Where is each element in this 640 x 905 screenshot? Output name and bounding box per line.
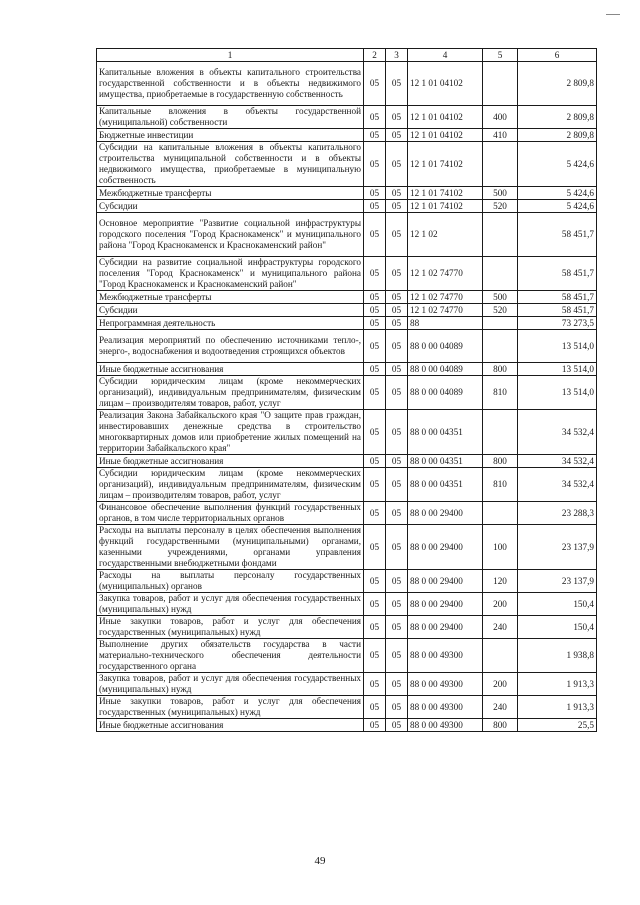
row-name: Финансовое обеспечение выполнения функций государственных органов, в том числе территориальных органов: [97, 502, 364, 525]
row-amount: 5 424,6: [518, 200, 597, 213]
row-expense-type: 200: [483, 673, 518, 696]
row-amount: 5 424,6: [518, 187, 597, 200]
row-amount: 23 137,9: [518, 525, 597, 570]
table-row: [97, 696, 597, 719]
row-name: Иные бюджетные ассигнования: [97, 363, 364, 376]
row-subsection: 05: [386, 376, 408, 410]
row-target-code: 88 0 00 29400: [408, 570, 483, 593]
table-row: [97, 719, 597, 732]
row-expense-type: 800: [483, 455, 518, 468]
row-subsection: 05: [386, 673, 408, 696]
row-section: 05: [364, 291, 386, 304]
row-subsection: 05: [386, 502, 408, 525]
table-row: [97, 525, 597, 570]
row-name: Иные закупки товаров, работ и услуг для обеспечения государственных (муниципальных) нужд: [97, 696, 364, 719]
row-section: 05: [364, 639, 386, 673]
row-section: 05: [364, 455, 386, 468]
row-amount: 25,5: [518, 719, 597, 732]
row-target-code: 88: [408, 317, 483, 330]
row-amount: 34 532,4: [518, 468, 597, 502]
row-subsection: 05: [386, 257, 408, 291]
table-row: [97, 639, 597, 673]
row-amount: 1 938,8: [518, 639, 597, 673]
row-expense-type: 400: [483, 106, 518, 129]
row-section: 05: [364, 62, 386, 106]
row-name: Субсидии: [97, 200, 364, 213]
row-name: Расходы на выплаты персоналу государственных (муниципальных) органов: [97, 570, 364, 593]
row-name: Расходы на выплаты персоналу в целях обеспечения выполнения функций государственными (муниципальными) органами, казенными учреждениями, органами управления государственными внебюджетными фондами: [97, 525, 364, 570]
row-subsection: 05: [386, 616, 408, 639]
page-number: 49: [314, 855, 326, 867]
row-expense-type: 520: [483, 304, 518, 317]
row-target-code: 88 0 00 29400: [408, 502, 483, 525]
row-target-code: 12 1 01 74102: [408, 200, 483, 213]
row-expense-type: [483, 142, 518, 187]
row-target-code: 88 0 00 04089: [408, 376, 483, 410]
row-section: 05: [364, 525, 386, 570]
header-col-expense-type: 5: [483, 49, 518, 62]
row-amount: 1 913,3: [518, 696, 597, 719]
row-expense-type: 800: [483, 719, 518, 732]
table-row: [97, 106, 597, 129]
row-subsection: 05: [386, 213, 408, 257]
row-amount: 23 288,3: [518, 502, 597, 525]
row-subsection: 05: [386, 291, 408, 304]
row-subsection: 05: [386, 696, 408, 719]
row-target-code: 88 0 00 04351: [408, 410, 483, 455]
row-amount: 58 451,7: [518, 291, 597, 304]
table-row: [97, 468, 597, 502]
row-target-code: 12 1 01 74102: [408, 142, 483, 187]
row-subsection: 05: [386, 106, 408, 129]
row-subsection: 05: [386, 142, 408, 187]
table-row: [97, 304, 597, 317]
row-section: 05: [364, 468, 386, 502]
row-name: Субсидии: [97, 304, 364, 317]
row-section: 05: [364, 410, 386, 455]
row-name: Основное мероприятие "Развитие социальной инфраструктуры городского поселения "Город Краснокаменск" и муниципального района "Город Краснокаменск и Краснокаменский район": [97, 213, 364, 257]
row-expense-type: [483, 317, 518, 330]
row-section: 05: [364, 502, 386, 525]
row-amount: 5 424,6: [518, 142, 597, 187]
header-col-subsection: 3: [386, 49, 408, 62]
table-row: [97, 616, 597, 639]
row-section: 05: [364, 673, 386, 696]
table-row: [97, 213, 597, 257]
row-amount: 13 514,0: [518, 376, 597, 410]
budget-sheet: [96, 48, 596, 732]
table-row: [97, 291, 597, 304]
header-col-name: 1: [97, 49, 364, 62]
row-section: 05: [364, 363, 386, 376]
row-amount: 73 273,5: [518, 317, 597, 330]
row-name: Закупка товаров, работ и услуг для обеспечения государственных (муниципальных) нужд: [97, 593, 364, 616]
row-target-code: 88 0 00 29400: [408, 525, 483, 570]
table-header-row: [97, 49, 597, 62]
row-amount: 34 532,4: [518, 455, 597, 468]
row-amount: 58 451,7: [518, 257, 597, 291]
row-section: 05: [364, 616, 386, 639]
row-name: Выполнение других обязательств государства в части материально-технического обеспечения деятельности государственного органа: [97, 639, 364, 673]
row-amount: 13 514,0: [518, 330, 597, 363]
table-row: [97, 257, 597, 291]
row-name: Иные бюджетные ассигнования: [97, 719, 364, 732]
row-target-code: 88 0 00 49300: [408, 673, 483, 696]
row-subsection: 05: [386, 200, 408, 213]
row-section: 05: [364, 330, 386, 363]
row-section: 05: [364, 570, 386, 593]
row-target-code: 88 0 00 29400: [408, 616, 483, 639]
row-target-code: 88 0 00 29400: [408, 593, 483, 616]
row-amount: 2 809,8: [518, 129, 597, 142]
row-expense-type: [483, 213, 518, 257]
row-section: 05: [364, 696, 386, 719]
scan-edge-mark: [606, 14, 620, 15]
row-target-code: 88 0 00 04089: [408, 363, 483, 376]
row-subsection: 05: [386, 525, 408, 570]
row-target-code: 88 0 00 49300: [408, 719, 483, 732]
row-name: Иные бюджетные ассигнования: [97, 455, 364, 468]
table-row: [97, 317, 597, 330]
row-expense-type: [483, 62, 518, 106]
row-expense-type: [483, 257, 518, 291]
row-subsection: 05: [386, 363, 408, 376]
table-row: [97, 363, 597, 376]
table-row: [97, 376, 597, 410]
table-row: [97, 673, 597, 696]
table-row: [97, 200, 597, 213]
row-subsection: 05: [386, 62, 408, 106]
row-name: Реализация мероприятий по обеспечению источниками тепло-, энерго-, водоснабжения и водоотведения строящихся объектов: [97, 330, 364, 363]
row-expense-type: 810: [483, 376, 518, 410]
row-expense-type: 500: [483, 187, 518, 200]
row-section: 05: [364, 142, 386, 187]
table-row: [97, 142, 597, 187]
table-row: [97, 455, 597, 468]
row-subsection: 05: [386, 330, 408, 363]
row-subsection: 05: [386, 129, 408, 142]
table-row: [97, 593, 597, 616]
table-row: [97, 410, 597, 455]
row-expense-type: 240: [483, 696, 518, 719]
row-name: Непрограммная деятельность: [97, 317, 364, 330]
row-subsection: 05: [386, 639, 408, 673]
row-expense-type: 500: [483, 291, 518, 304]
row-target-code: 12 1 02 74770: [408, 257, 483, 291]
row-target-code: 12 1 01 74102: [408, 187, 483, 200]
row-section: 05: [364, 200, 386, 213]
row-subsection: 05: [386, 410, 408, 455]
row-expense-type: 240: [483, 616, 518, 639]
row-target-code: 88 0 00 04351: [408, 455, 483, 468]
row-amount: 58 451,7: [518, 213, 597, 257]
row-name: Субсидии юридическим лицам (кроме некоммерческих организаций), индивидуальным предпринимателям, физическим лицам – производителям товаров, работ, услуг: [97, 468, 364, 502]
row-name: Капитальные вложения в объекты капитального строительства государственной собственности и в объекты недвижимого имущества, приобретаемые в государственную собственность: [97, 62, 364, 106]
row-name: Субсидии на капитальные вложения в объекты капитального строительства муниципальной собственности и в объекты недвижимого имущества, приобретаемые в муниципальную собственность: [97, 142, 364, 187]
row-expense-type: [483, 330, 518, 363]
header-col-section: 2: [364, 49, 386, 62]
row-name: Субсидии на развитие социальной инфраструктуры городского поселения "Город Краснокаменск" и муниципального района "Город Краснокаменск и Краснокаменский район": [97, 257, 364, 291]
row-target-code: 88 0 00 49300: [408, 696, 483, 719]
row-target-code: 12 1 01 04102: [408, 106, 483, 129]
row-subsection: 05: [386, 468, 408, 502]
table-row: [97, 62, 597, 106]
row-subsection: 05: [386, 570, 408, 593]
row-target-code: 88 0 00 04089: [408, 330, 483, 363]
header-col-amount: 6: [518, 49, 597, 62]
row-expense-type: 800: [483, 363, 518, 376]
table-row: [97, 570, 597, 593]
row-section: 05: [364, 129, 386, 142]
row-expense-type: [483, 502, 518, 525]
row-section: 05: [364, 317, 386, 330]
row-subsection: 05: [386, 455, 408, 468]
row-name: Межбюджетные трансферты: [97, 291, 364, 304]
row-name: Реализация Закона Забайкальского края "О защите прав граждан, инвестировавших денежные средства в строительство многоквартирных домов или приобретение жилых помещений на территории Забайкальского края": [97, 410, 364, 455]
row-expense-type: [483, 639, 518, 673]
row-section: 05: [364, 187, 386, 200]
row-target-code: 12 1 02: [408, 213, 483, 257]
table-row: [97, 502, 597, 525]
row-section: 05: [364, 257, 386, 291]
table-row: [97, 330, 597, 363]
row-section: 05: [364, 213, 386, 257]
row-amount: 1 913,3: [518, 673, 597, 696]
row-expense-type: 810: [483, 468, 518, 502]
row-subsection: 05: [386, 317, 408, 330]
row-expense-type: [483, 410, 518, 455]
row-expense-type: 120: [483, 570, 518, 593]
row-expense-type: 200: [483, 593, 518, 616]
row-section: 05: [364, 376, 386, 410]
row-subsection: 05: [386, 304, 408, 317]
row-amount: 2 809,8: [518, 62, 597, 106]
table-row: [97, 129, 597, 142]
row-amount: 23 137,9: [518, 570, 597, 593]
budget-table: [96, 48, 597, 732]
row-name: Иные закупки товаров, работ и услуг для обеспечения государственных (муниципальных) нужд: [97, 616, 364, 639]
table-row: [97, 187, 597, 200]
row-expense-type: 100: [483, 525, 518, 570]
row-target-code: 12 1 02 74770: [408, 304, 483, 317]
row-target-code: 12 1 01 04102: [408, 129, 483, 142]
row-target-code: 12 1 01 04102: [408, 62, 483, 106]
row-subsection: 05: [386, 593, 408, 616]
table-body: [97, 62, 597, 732]
row-expense-type: 410: [483, 129, 518, 142]
row-name: Межбюджетные трансферты: [97, 187, 364, 200]
row-amount: 150,4: [518, 593, 597, 616]
row-expense-type: 520: [483, 200, 518, 213]
row-target-code: 88 0 00 04351: [408, 468, 483, 502]
row-name: Субсидии юридическим лицам (кроме некоммерческих организаций), индивидуальным предпринимателям, физическим лицам – производителям товаров, работ, услуг: [97, 376, 364, 410]
row-section: 05: [364, 593, 386, 616]
row-section: 05: [364, 106, 386, 129]
row-amount: 13 514,0: [518, 363, 597, 376]
row-name: Закупка товаров, работ и услуг для обеспечения государственных (муниципальных) нужд: [97, 673, 364, 696]
row-name: Капитальные вложения в объекты государственной (муниципальной) собственности: [97, 106, 364, 129]
row-subsection: 05: [386, 719, 408, 732]
row-amount: 2 809,8: [518, 106, 597, 129]
row-amount: 150,4: [518, 616, 597, 639]
row-target-code: 12 1 02 74770: [408, 291, 483, 304]
header-col-target-code: 4: [408, 49, 483, 62]
row-subsection: 05: [386, 187, 408, 200]
row-name: Бюджетные инвестиции: [97, 129, 364, 142]
row-amount: 34 532,4: [518, 410, 597, 455]
row-section: 05: [364, 719, 386, 732]
row-amount: 58 451,7: [518, 304, 597, 317]
row-section: 05: [364, 304, 386, 317]
row-target-code: 88 0 00 49300: [408, 639, 483, 673]
